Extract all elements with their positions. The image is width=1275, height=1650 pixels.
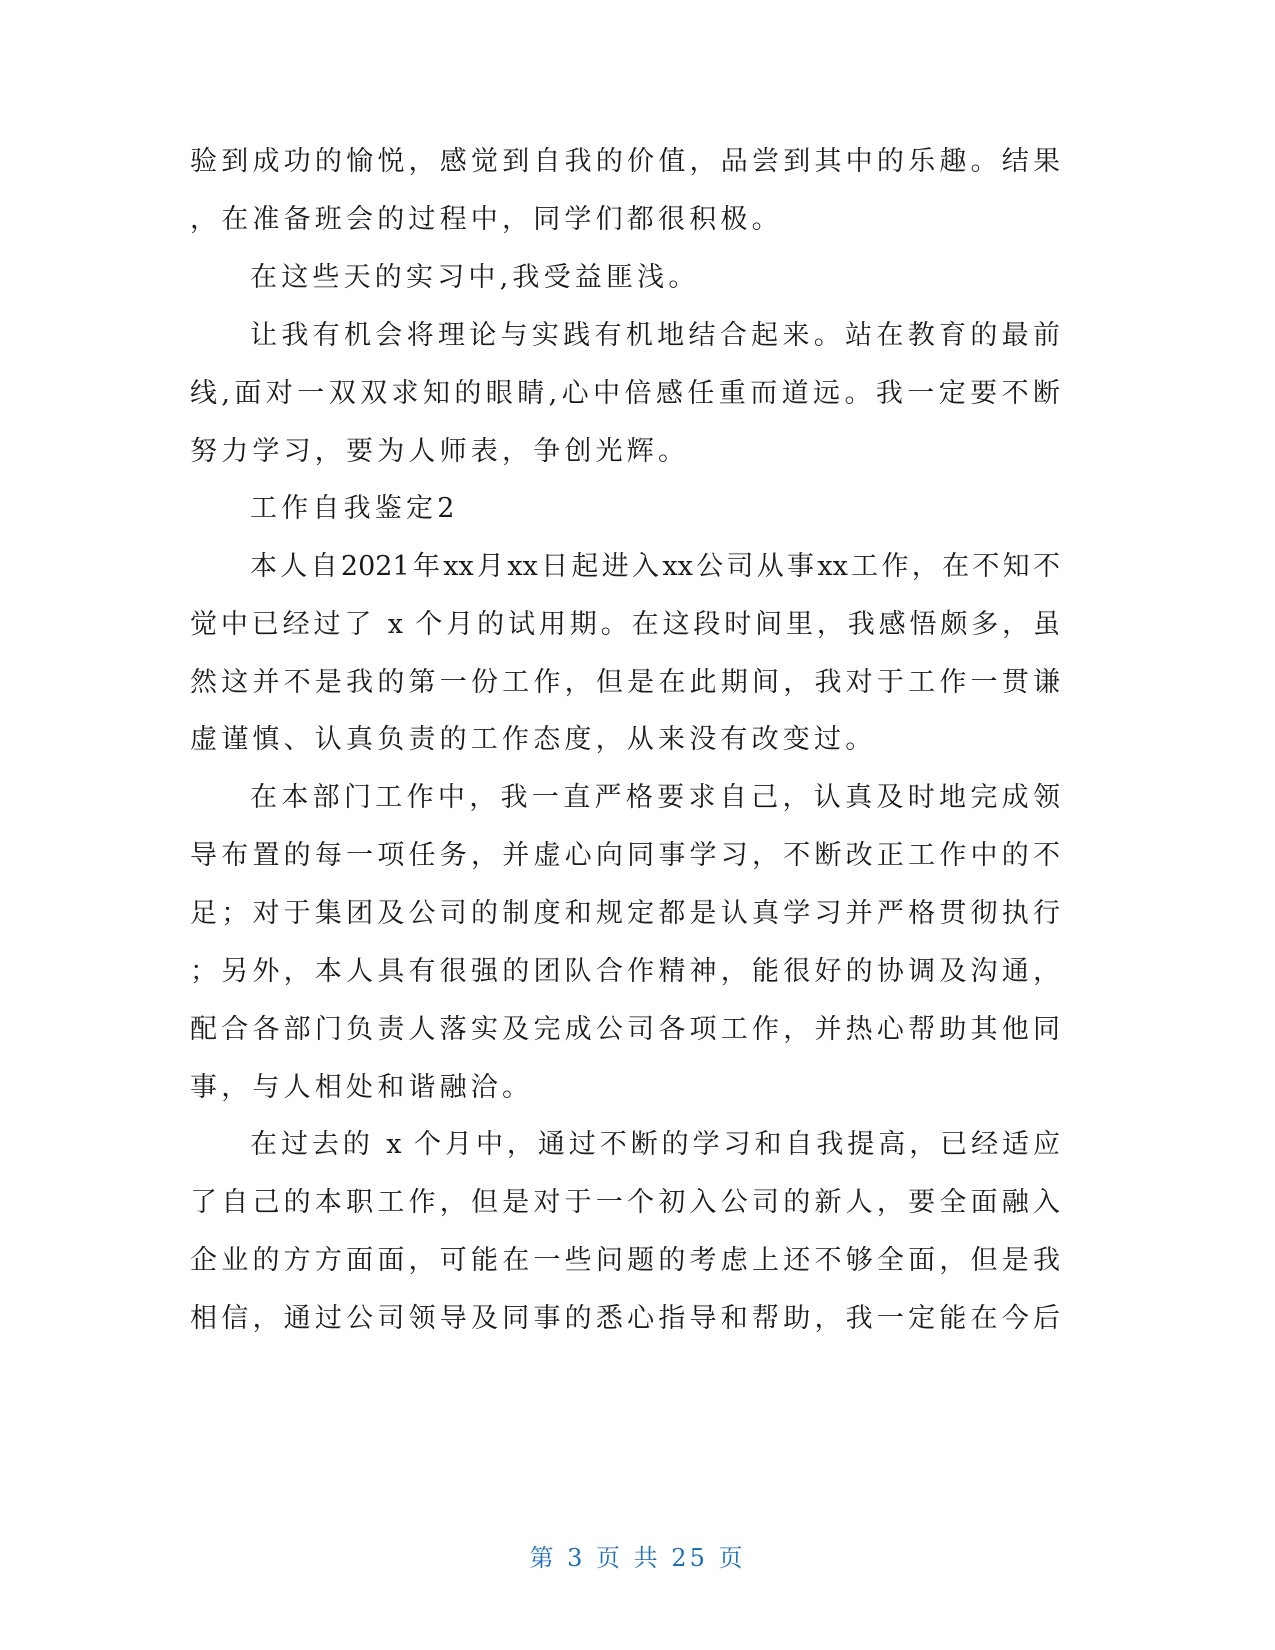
text-line: 事，与人相处和谐融洽。 — [190, 1072, 534, 1103]
text-line: 觉中已经过了 x 个月的试用期。在这段时间里，我感悟颇多，虽 — [190, 609, 1060, 640]
text-line: 虚谨慎、认真负责的工作态度，从来没有改变过。 — [190, 724, 877, 755]
text-line: 相信，通过公司领导及同事的悉心指导和帮助，我一定能在今后 — [190, 1303, 1060, 1334]
text-line: 努力学习，要为人师表，争创光辉。 — [190, 436, 690, 467]
text-line: 让我有机会将理论与实践有机地结合起来。站在教育的最前 — [250, 320, 1060, 351]
text-line: 线,面对一双双求知的眼睛,心中倍感任重而道远。我一定要不断 — [190, 378, 1060, 409]
text-line: 配合各部门负责人落实及完成公司各项工作，并热心帮助其他同 — [190, 1014, 1060, 1045]
text-line: 然这并不是我的第一份工作，但是在此期间，我对于工作一贯谦 — [190, 667, 1060, 698]
text-line: 在本部门工作中，我一直严格要求自己，认真及时地完成领 — [250, 782, 1060, 813]
text-line: 验到成功的愉悦，感觉到自我的价值，品尝到其中的乐趣。结果 — [190, 146, 1060, 177]
text-line: 本人自2021年xx月xx日起进入xx公司从事xx工作，在不知不 — [250, 551, 1060, 582]
page-number: 第 3 页 共 25 页 — [529, 1544, 746, 1572]
text-line: ，在准备班会的过程中，同学们都很积极。 — [190, 204, 783, 235]
section-heading: 工作自我鉴定2 — [250, 493, 459, 524]
text-line: 企业的方方面面，可能在一些问题的考虑上还不够全面，但是我 — [190, 1245, 1060, 1276]
text-line: ；另外，本人具有很强的团队合作精神，能很好的协调及沟通， — [190, 956, 1060, 987]
text-line: 在过去的 x 个月中，通过不断的学习和自我提高，已经适应 — [250, 1129, 1060, 1160]
text-line: 了自己的本职工作，但是对于一个初入公司的新人，要全面融入 — [190, 1187, 1060, 1218]
text-line: 足；对于集团及公司的制度和规定都是认真学习并严格贯彻执行 — [190, 898, 1060, 929]
text-line: 在这些天的实习中,我受益匪浅。 — [250, 262, 700, 293]
text-line: 导布置的每一项任务，并虚心向同事学习，不断改正工作中的不 — [190, 840, 1060, 871]
